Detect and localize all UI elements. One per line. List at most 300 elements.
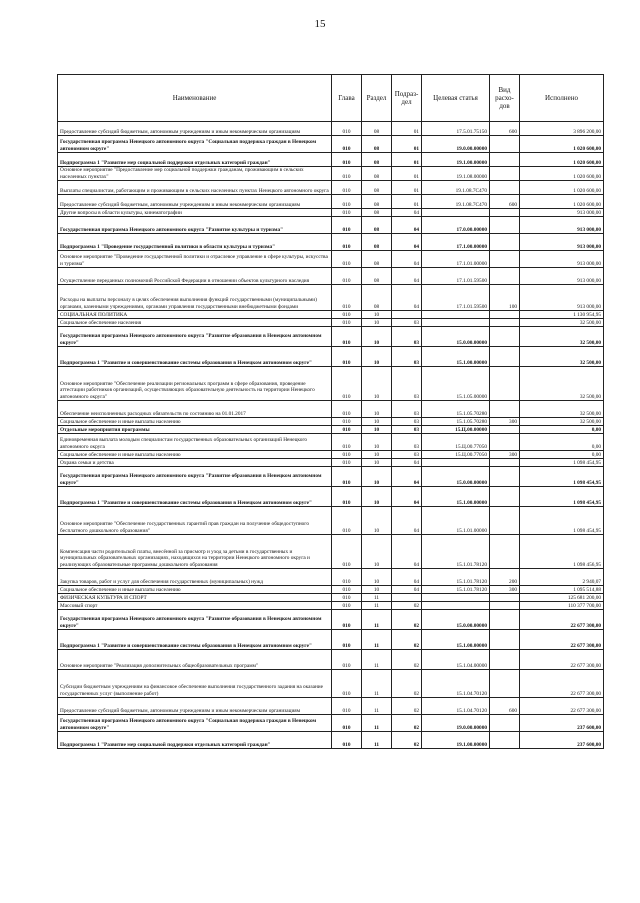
row-razdel: 08 [362, 195, 392, 209]
row-expense-type [490, 610, 520, 630]
row-expense-type [490, 234, 520, 251]
row-target-article: 15.1.01.00000 [422, 507, 490, 535]
row-name: Социальное обеспечение и иные выплаты населению [58, 418, 332, 426]
col-header-glava: Глава [332, 75, 362, 122]
row-podrazdel: 04 [392, 268, 422, 285]
row-razdel: 10 [362, 418, 392, 426]
row-expense-type [490, 319, 520, 327]
row-name: Отдельные мероприятия программы [58, 426, 332, 434]
row-podrazdel: 02 [392, 715, 422, 732]
table-row [58, 327, 604, 347]
row-glava: 010 [332, 602, 362, 610]
row-podrazdel: 01 [392, 153, 422, 167]
row-podrazdel [392, 594, 422, 602]
row-glava: 010 [332, 181, 362, 195]
row-glava: 010 [332, 451, 362, 459]
row-razdel: 10 [362, 507, 392, 535]
table-header-row [58, 75, 604, 122]
row-executed-amount: 913 000,00 [520, 217, 604, 234]
table-row [58, 451, 604, 459]
row-target-article: 15.1.04.70120 [422, 670, 490, 698]
row-expense-type [490, 209, 520, 217]
row-glava: 010 [332, 670, 362, 698]
row-expense-type: 300 [490, 451, 520, 459]
row-expense-type [490, 181, 520, 195]
row-executed-amount: 32 500,00 [520, 418, 604, 426]
page-number: 15 [314, 18, 326, 30]
row-target-article: 15.Ц.00.77050 [422, 451, 490, 459]
row-glava: 010 [332, 347, 362, 367]
row-name: Подпрограмма 1 "Развитие мер социальной поддержки отдельных категорий граждан" [58, 732, 332, 749]
row-executed-amount: 3 896 200,00 [520, 122, 604, 136]
row-expense-type [490, 311, 520, 319]
table-row [58, 367, 604, 401]
row-expense-type [490, 217, 520, 234]
row-glava: 010 [332, 630, 362, 650]
row-target-article: 15.1.00.00000 [422, 630, 490, 650]
row-expense-type: 600 [490, 122, 520, 136]
row-podrazdel: 03 [392, 418, 422, 426]
table-row [58, 698, 604, 715]
row-podrazdel: 02 [392, 602, 422, 610]
row-glava: 010 [332, 209, 362, 217]
table-row [58, 715, 604, 732]
row-executed-amount: 125 681 200,00 [520, 594, 604, 602]
row-podrazdel: 04 [392, 285, 422, 311]
row-glava: 010 [332, 217, 362, 234]
row-name: Основное мероприятие "Обеспечение государственных гарантий прав граждан на получение общедоступного бесплатного дошкольного образования" [58, 507, 332, 535]
col-header-expense-type: Вид расхо- дов [490, 75, 520, 122]
row-podrazdel: 04 [392, 467, 422, 487]
row-podrazdel: 04 [392, 251, 422, 268]
row-glava: 010 [332, 507, 362, 535]
row-podrazdel: 03 [392, 327, 422, 347]
row-glava: 010 [332, 367, 362, 401]
row-razdel: 08 [362, 153, 392, 167]
row-name: Расходы на выплаты персоналу в целях обеспечения выполнения функций государственными (муниципальными) органами, казенными учреждениями, органами управления государственными внебюджетными фондами [58, 285, 332, 311]
row-razdel: 08 [362, 234, 392, 251]
table-row [58, 459, 604, 467]
row-expense-type [490, 732, 520, 749]
row-razdel: 11 [362, 610, 392, 630]
table-row [58, 401, 604, 418]
table-row [58, 209, 604, 217]
row-razdel: 10 [362, 569, 392, 586]
row-podrazdel: 03 [392, 319, 422, 327]
row-executed-amount: 1 020 600,00 [520, 136, 604, 153]
row-target-article: 15.1.01.78120 [422, 569, 490, 586]
row-target-article: 15.1.04.70120 [422, 698, 490, 715]
row-podrazdel: 02 [392, 650, 422, 670]
row-glava: 010 [332, 285, 362, 311]
row-name: Субсидии бюджетным учреждениям на финансовое обеспечение выполнения государственного задания на оказание государственных услуг (выполнение работ) [58, 670, 332, 698]
row-executed-amount: 1 020 600,00 [520, 195, 604, 209]
table-row [58, 650, 604, 670]
row-expense-type [490, 347, 520, 367]
row-target-article: 17.1.00.00000 [422, 234, 490, 251]
row-podrazdel: 04 [392, 209, 422, 217]
row-podrazdel: 03 [392, 434, 422, 451]
row-expense-type [490, 507, 520, 535]
row-glava: 010 [332, 467, 362, 487]
table-row [58, 535, 604, 569]
row-razdel: 11 [362, 594, 392, 602]
row-razdel: 08 [362, 251, 392, 268]
row-glava: 010 [332, 327, 362, 347]
row-name: Подпрограмма 1 "Развитие и совершенствование системы образования в Ненецком автономном округе" [58, 630, 332, 650]
row-name: Подпрограмма 1 "Развитие и совершенствование системы образования в Ненецком автономном округе" [58, 487, 332, 507]
row-razdel: 10 [362, 459, 392, 467]
row-target-article: 15.0.00.00000 [422, 467, 490, 487]
row-target-article [422, 594, 490, 602]
row-glava: 010 [332, 401, 362, 418]
row-podrazdel: 04 [392, 234, 422, 251]
table-row [58, 586, 604, 594]
row-glava: 010 [332, 319, 362, 327]
table-row [58, 418, 604, 426]
row-target-article [422, 602, 490, 610]
row-name: Компенсация части родительской платы, внесённой за присмотр и уход за детьми в государственных и муниципальных образовательных организациях, находящихся на территории Ненецкого автономного округа и реализующих образовательные программы дошкольного образования [58, 535, 332, 569]
row-executed-amount: 1 098 456,95 [520, 535, 604, 569]
table-row [58, 311, 604, 319]
row-expense-type: 100 [490, 285, 520, 311]
row-glava: 010 [332, 311, 362, 319]
row-podrazdel: 04 [392, 487, 422, 507]
table-row [58, 195, 604, 209]
row-name: Социальное обеспечение и иные выплаты населению [58, 586, 332, 594]
table-row [58, 732, 604, 749]
row-expense-type [490, 434, 520, 451]
row-name: Государственная программа Ненецкого автономного округа "Развитие культуры и туризма" [58, 217, 332, 234]
row-razdel: 10 [362, 434, 392, 451]
row-name: Подпрограмма 1 "Развитие мер социальной поддержки отдельных категорий граждан" [58, 153, 332, 167]
row-glava: 010 [332, 426, 362, 434]
row-target-article [422, 209, 490, 217]
row-podrazdel: 01 [392, 122, 422, 136]
row-expense-type: 300 [490, 586, 520, 594]
row-razdel: 11 [362, 650, 392, 670]
row-expense-type: 600 [490, 195, 520, 209]
row-target-article: 19.1.00.00000 [422, 732, 490, 749]
row-razdel: 08 [362, 122, 392, 136]
table-row [58, 610, 604, 630]
table-row [58, 467, 604, 487]
row-razdel: 11 [362, 715, 392, 732]
row-expense-type [490, 153, 520, 167]
row-razdel: 08 [362, 167, 392, 181]
row-razdel: 08 [362, 285, 392, 311]
table-row [58, 507, 604, 535]
row-glava: 010 [332, 698, 362, 715]
row-expense-type [490, 367, 520, 401]
row-executed-amount: 1 020 600,00 [520, 181, 604, 195]
row-executed-amount: 1 098 454,95 [520, 487, 604, 507]
row-executed-amount: 913 000,00 [520, 251, 604, 268]
row-executed-amount: 237 600,00 [520, 715, 604, 732]
row-name: Предоставление субсидий бюджетным, автономным учреждениям и иным некоммерческим организациям [58, 698, 332, 715]
row-razdel: 11 [362, 670, 392, 698]
row-target-article: 19.1.00.00000 [422, 153, 490, 167]
table-row [58, 153, 604, 167]
row-name: Закупка товаров, работ и услуг для обеспечения государственных (муниципальных) нужд [58, 569, 332, 586]
row-name: Государственная программа Ненецкого автономного округа "Развитие образования в Ненецком автономном округе" [58, 610, 332, 630]
row-razdel: 10 [362, 367, 392, 401]
row-expense-type [490, 401, 520, 418]
row-expense-type [490, 136, 520, 153]
row-target-article: 15.1.05.70280 [422, 401, 490, 418]
row-expense-type [490, 715, 520, 732]
row-executed-amount: 32 500,00 [520, 347, 604, 367]
row-name: Предоставление субсидий бюджетным, автономным учреждениям и иным некоммерческим организациям [58, 195, 332, 209]
row-podrazdel: 04 [392, 507, 422, 535]
row-expense-type [490, 167, 520, 181]
table-row [58, 319, 604, 327]
row-glava: 010 [332, 610, 362, 630]
row-podrazdel: 02 [392, 670, 422, 698]
row-name: Основное мероприятие "Проведение государственной политики и отраслевое управление в сфере культуры, искусства и туризма" [58, 251, 332, 268]
row-executed-amount: 913 000,00 [520, 268, 604, 285]
row-razdel: 10 [362, 535, 392, 569]
row-target-article: 17.1.01.59500 [422, 285, 490, 311]
row-executed-amount: 1 095 514,88 [520, 586, 604, 594]
col-header-executed: Исполнено [520, 75, 604, 122]
row-glava: 010 [332, 122, 362, 136]
col-header-target-article: Целевая статья [422, 75, 490, 122]
row-executed-amount: 0,00 [520, 434, 604, 451]
row-name: Охрана семьи и детства [58, 459, 332, 467]
row-executed-amount: 913 000,00 [520, 234, 604, 251]
row-podrazdel: 03 [392, 426, 422, 434]
row-name: Основное мероприятие "Реализация дополнительных общеобразовательных программ" [58, 650, 332, 670]
row-razdel: 11 [362, 698, 392, 715]
row-expense-type [490, 459, 520, 467]
row-glava: 010 [332, 195, 362, 209]
table-row [58, 268, 604, 285]
row-executed-amount: 1 020 600,00 [520, 167, 604, 181]
row-podrazdel: 01 [392, 136, 422, 153]
table-row [58, 181, 604, 195]
row-podrazdel: 02 [392, 732, 422, 749]
row-target-article: 15.1.05.70280 [422, 418, 490, 426]
row-target-article [422, 459, 490, 467]
row-target-article: 15.0.00.00000 [422, 327, 490, 347]
row-executed-amount: 0,00 [520, 426, 604, 434]
row-executed-amount: 22 677 300,00 [520, 630, 604, 650]
row-razdel: 10 [362, 467, 392, 487]
table-row [58, 670, 604, 698]
table-row [58, 569, 604, 586]
row-razdel: 10 [362, 426, 392, 434]
row-podrazdel: 03 [392, 367, 422, 401]
row-name: Другие вопросы в области культуры, кинематографии [58, 209, 332, 217]
table-row [58, 285, 604, 311]
table-row [58, 434, 604, 451]
row-executed-amount: 0,00 [520, 451, 604, 459]
row-executed-amount: 1 020 600,00 [520, 153, 604, 167]
row-executed-amount: 32 500,00 [520, 401, 604, 418]
row-target-article: 17.5.01.75150 [422, 122, 490, 136]
row-razdel: 10 [362, 319, 392, 327]
row-podrazdel: 04 [392, 569, 422, 586]
row-glava: 010 [332, 167, 362, 181]
row-target-article: 17.1.01.00000 [422, 251, 490, 268]
row-podrazdel: 03 [392, 347, 422, 367]
row-executed-amount: 1 098 454,95 [520, 467, 604, 487]
row-podrazdel: 03 [392, 401, 422, 418]
row-glava: 010 [332, 251, 362, 268]
row-executed-amount: 1 098 454,95 [520, 459, 604, 467]
row-glava: 010 [332, 535, 362, 569]
row-target-article: 19.0.00.00000 [422, 715, 490, 732]
row-target-article: 17.0.00.00000 [422, 217, 490, 234]
row-podrazdel: 04 [392, 217, 422, 234]
row-razdel: 10 [362, 586, 392, 594]
row-target-article: 15.0.00.00000 [422, 610, 490, 630]
row-expense-type [490, 487, 520, 507]
table-row [58, 426, 604, 434]
row-glava: 010 [332, 569, 362, 586]
row-razdel: 08 [362, 268, 392, 285]
row-razdel: 10 [362, 401, 392, 418]
row-glava: 010 [332, 487, 362, 507]
row-razdel: 08 [362, 136, 392, 153]
col-header-razdel: Раздел [362, 75, 392, 122]
row-razdel: 10 [362, 487, 392, 507]
row-executed-amount: 913 000,00 [520, 209, 604, 217]
row-target-article: 15.Ц.00.77050 [422, 434, 490, 451]
row-podrazdel: 04 [392, 586, 422, 594]
table-row [58, 487, 604, 507]
row-expense-type [490, 602, 520, 610]
row-podrazdel: 02 [392, 630, 422, 650]
row-executed-amount: 22 677 300,00 [520, 698, 604, 715]
row-name: Подпрограмма 1 "Проведение государственной политики в области культуры и туризма" [58, 234, 332, 251]
row-executed-amount: 1 098 454,95 [520, 507, 604, 535]
row-name: Предоставление субсидий бюджетным, автономным учреждениям и иным некоммерческим организациям [58, 122, 332, 136]
row-podrazdel [392, 311, 422, 319]
budget-table [57, 74, 604, 749]
row-podrazdel: 04 [392, 459, 422, 467]
row-executed-amount: 1 130 954,95 [520, 311, 604, 319]
row-name: ФИЗИЧЕСКАЯ КУЛЬТУРА И СПОРТ [58, 594, 332, 602]
row-target-article: 15.1.01.78120 [422, 535, 490, 569]
row-glava: 010 [332, 434, 362, 451]
row-name: Социальное обеспечение населения [58, 319, 332, 327]
table-row [58, 630, 604, 650]
row-expense-type [490, 594, 520, 602]
row-razdel: 10 [362, 327, 392, 347]
row-target-article: 19.1.08.7С470 [422, 181, 490, 195]
row-target-article: 19.1.08.00000 [422, 167, 490, 181]
row-target-article: 19.1.08.7С470 [422, 195, 490, 209]
row-podrazdel: 02 [392, 698, 422, 715]
row-target-article: 15.Ц.00.00000 [422, 426, 490, 434]
row-glava: 010 [332, 234, 362, 251]
row-executed-amount: 32 500,00 [520, 319, 604, 327]
row-name: Массовый спорт [58, 602, 332, 610]
table-row [58, 594, 604, 602]
row-expense-type: 600 [490, 698, 520, 715]
row-executed-amount: 22 677 300,00 [520, 650, 604, 670]
row-name: Подпрограмма 1 "Развитие и совершенствование системы образования в Ненецком автономном округе" [58, 347, 332, 367]
row-razdel: 10 [362, 347, 392, 367]
table-row [58, 234, 604, 251]
row-target-article: 15.1.00.00000 [422, 487, 490, 507]
row-podrazdel: 01 [392, 167, 422, 181]
table-row [58, 347, 604, 367]
row-expense-type [490, 268, 520, 285]
row-razdel: 10 [362, 311, 392, 319]
row-expense-type: 300 [490, 418, 520, 426]
row-glava: 010 [332, 732, 362, 749]
row-executed-amount: 22 677 300,00 [520, 670, 604, 698]
row-podrazdel: 04 [392, 535, 422, 569]
row-target-article [422, 319, 490, 327]
row-expense-type [490, 630, 520, 650]
row-name: Основное мероприятие "Обеспечение реализации региональных программ в сфере образования, проведение аттестации работников организаций, осуществляющих образовательную деятельность на территории Ненецкого автономного округа" [58, 367, 332, 401]
row-name: Государственная программа Ненецкого автономного округа "Развитие образования в Ненецком автономном округе" [58, 327, 332, 347]
col-header-podrazdel: Подраз- дел [392, 75, 422, 122]
row-name: Единовременная выплата молодым специалистам государственных образовательных организаций Ненецкого автономного округа [58, 434, 332, 451]
row-target-article: 17.1.01.59500 [422, 268, 490, 285]
row-glava: 010 [332, 715, 362, 732]
row-glava: 010 [332, 418, 362, 426]
row-glava: 010 [332, 153, 362, 167]
row-name: Государственная программа Ненецкого автономного округа "Социальная поддержка граждан в Ненецком автономном округе" [58, 136, 332, 153]
table-row [58, 217, 604, 234]
table-row [58, 251, 604, 268]
row-razdel: 08 [362, 209, 392, 217]
row-name: Государственная программа Ненецкого автономного округа "Социальная поддержка граждан в Ненецком автономном округе" [58, 715, 332, 732]
table-row [58, 136, 604, 153]
row-target-article: 15.1.01.78120 [422, 586, 490, 594]
row-name: Социальное обеспечение и иные выплаты населению [58, 451, 332, 459]
row-podrazdel: 02 [392, 610, 422, 630]
row-podrazdel: 01 [392, 181, 422, 195]
row-name: Обеспечение неисполненных расходных обязательств по состоянию на 01.01.2017 [58, 401, 332, 418]
row-razdel: 08 [362, 181, 392, 195]
row-target-article: 15.1.05.00000 [422, 367, 490, 401]
col-header-name: Наименование [58, 75, 332, 122]
row-name: СОЦИАЛЬНАЯ ПОЛИТИКА [58, 311, 332, 319]
table-row [58, 602, 604, 610]
row-expense-type [490, 650, 520, 670]
row-target-article: 15.1.00.00000 [422, 347, 490, 367]
row-name: Основное мероприятие "Предоставление мер социальной поддержки гражданам, проживающим в сельских населенных пунктах" [58, 167, 332, 181]
row-executed-amount: 32 500,00 [520, 367, 604, 401]
row-glava: 010 [332, 268, 362, 285]
table-row [58, 122, 604, 136]
row-target-article: 15.1.04.00000 [422, 650, 490, 670]
row-target-article [422, 311, 490, 319]
row-expense-type [490, 426, 520, 434]
row-expense-type [490, 467, 520, 487]
row-executed-amount: 32 500,00 [520, 327, 604, 347]
row-name: Государственная программа Ненецкого автономного округа "Развитие образования в Ненецком автономном округе" [58, 467, 332, 487]
row-razdel: 10 [362, 451, 392, 459]
row-glava: 010 [332, 586, 362, 594]
row-podrazdel: 01 [392, 195, 422, 209]
row-expense-type [490, 327, 520, 347]
row-executed-amount: 913 000,00 [520, 285, 604, 311]
row-podrazdel: 03 [392, 451, 422, 459]
row-expense-type [490, 670, 520, 698]
row-name: Выплаты специалистам, работающим и проживающим в сельских населенных пунктах Ненецкого автономного округа [58, 181, 332, 195]
table-row [58, 167, 604, 181]
row-glava: 010 [332, 594, 362, 602]
row-glava: 010 [332, 459, 362, 467]
row-executed-amount: 237 600,00 [520, 732, 604, 749]
